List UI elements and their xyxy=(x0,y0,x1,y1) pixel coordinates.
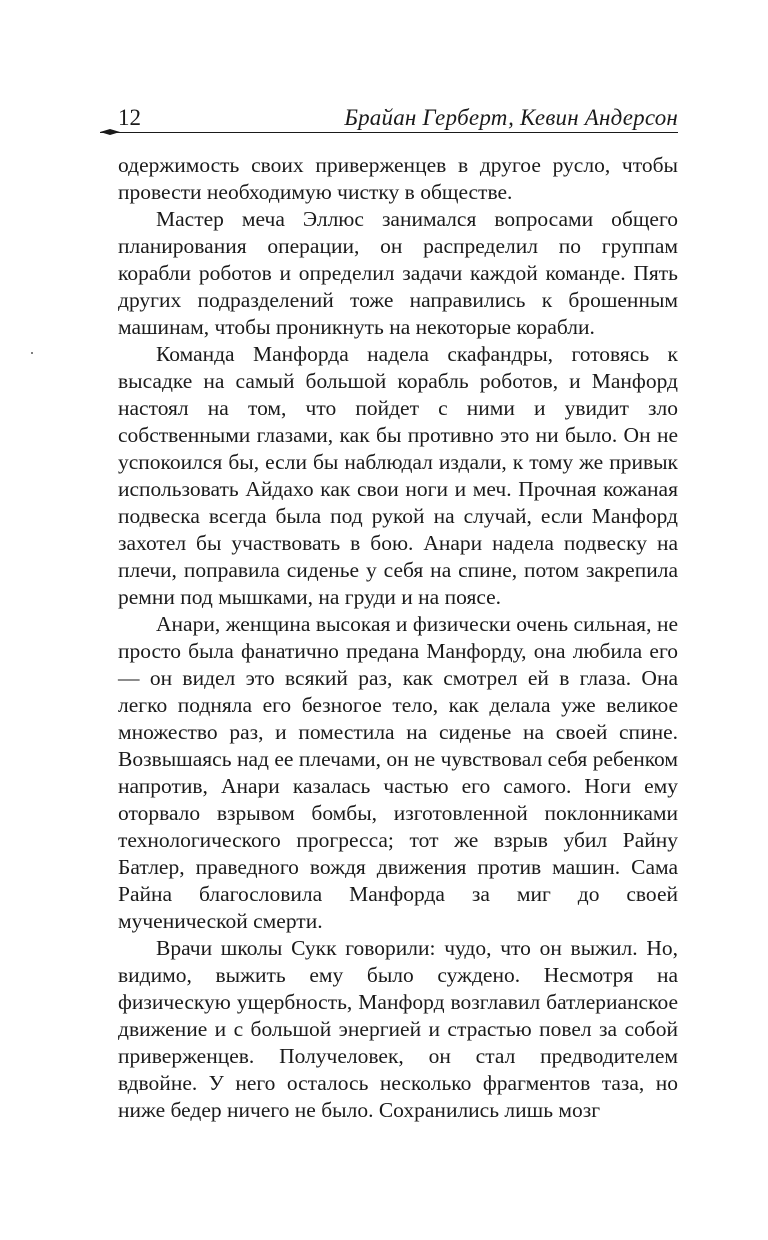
header-rule xyxy=(100,132,678,133)
paragraph: Команда Манфорда надела скафандры, готовясь к высадке на самый большой корабль роботов, и Манфорд настоял на том, что пойдет с ними и увидит зло собственными глазами, как бы противно это ни было. Он не успокоился бы, если бы наблюдал издали, к тому же привык использовать Айдахо как свои ноги и меч. Прочная кожаная подвеска всегда была под рукой на случай, если Манфорд захотел бы участвовать в бою. Анари надела подвеску на плечи, поправила сиденье у себя на спине, потом закрепила ремни под мышками, на груди и на поясе. xyxy=(118,342,678,609)
running-title: Брайан Герберт, Кевин Андерсон xyxy=(344,105,678,130)
margin-speck xyxy=(31,352,33,354)
running-head xyxy=(118,104,678,134)
paragraph-continuation: одержимость своих приверженцев в другое русло, чтобы провести необходимую чистку в обществе. xyxy=(118,153,678,204)
page-number: 12 xyxy=(118,105,141,130)
paragraph: Мастер меча Эллюс занимался вопросами общего планирования операции, он распределил по группам корабли роботов и определил задачи каждой команде. Пять других подразделений тоже направились к брошенным машинам, чтобы проникнуть на некоторые корабли. xyxy=(118,207,678,339)
body-text xyxy=(118,152,678,1124)
paragraph: Врачи школы Сукк говорили: чудо, что он выжил. Но, видимо, выжить ему было суждено. Несмотря на физическую ущербность, Манфорд возглавил батлерианское движение и с большой энергией и страстью повел за собой приверженцев. Получеловек, он стал предводителем вдвойне. У него осталось несколько фрагментов таза, но ниже бедер ничего не было. Сохранились лишь мозг xyxy=(118,936,678,1122)
paragraph: Анари, женщина высокая и физически очень сильная, не просто была фанатично предана Манфорду, она любила его — он видел это всякий раз, как смотрел ей в глаза. Она легко подняла его безногое тело, как делала уже великое множество раз, и поместила на сиденье на своей спине. Возвышаясь над ее плечами, он не чувствовал себя ребенком напротив, Анари казалась частью его самого. Ноги ему оторвало взрывом бомбы, изготовленной поклонниками технологического прогресса; тот же взрыв убил Райну Батлер, праведного вождя движения против машин. Сама Райна благословила Манфорда за миг до своей мученической смерти. xyxy=(118,612,678,933)
